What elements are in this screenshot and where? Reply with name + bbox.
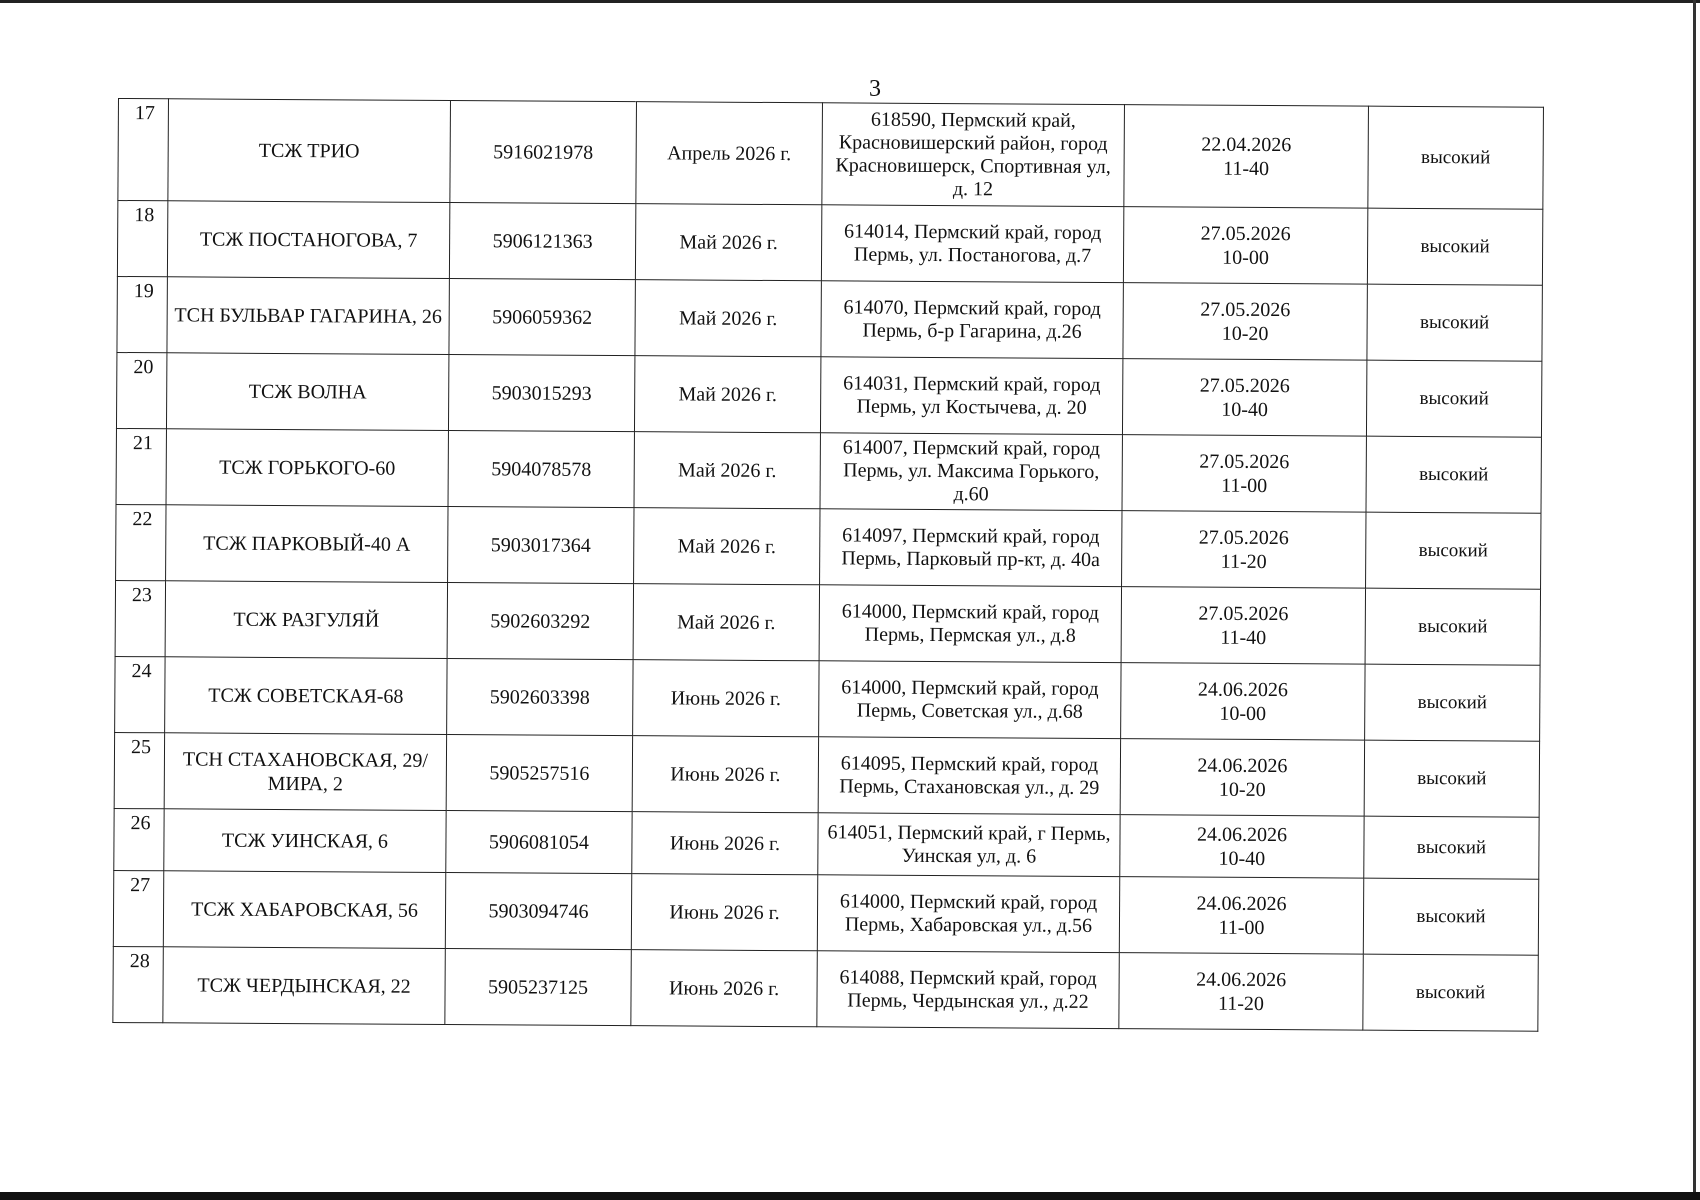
inspection-date: 27.05.2026 — [1198, 526, 1289, 549]
row-number: 21 — [116, 428, 166, 504]
risk-level: высокий — [1367, 208, 1542, 285]
row-number: 26 — [114, 808, 164, 870]
organization-address: 614095, Пермский край, город Пермь, Стахановская ул., д. 29 — [818, 737, 1120, 815]
row-number: 27 — [113, 870, 163, 946]
table-row — [116, 504, 1541, 589]
row-number: 20 — [116, 352, 166, 428]
table-row — [115, 656, 1540, 741]
inspection-time: 10-40 — [1218, 847, 1266, 870]
row-number: 25 — [114, 732, 164, 808]
row-number: 24 — [115, 656, 165, 732]
scan-edge-right — [1693, 0, 1696, 1200]
table-row — [113, 946, 1538, 1031]
inspection-datetime — [1124, 105, 1369, 208]
organization-name: ТСЖ ЧЕРДЫНСКАЯ, 22 — [163, 947, 445, 1025]
inn-value: 5902603292 — [447, 583, 633, 660]
organization-address: 614000, Пермский край, город Пермь, Хабаровская ул., д.56 — [817, 875, 1119, 953]
page-number: 3 — [869, 76, 881, 102]
inspection-time: 11-20 — [1217, 992, 1265, 1015]
inspection-time: 11-40 — [1220, 626, 1267, 649]
inspection-time: 11-40 — [1223, 157, 1270, 180]
inspection-datetime — [1121, 663, 1365, 740]
table-row — [116, 428, 1541, 513]
inspection-datetime — [1122, 359, 1366, 436]
inspection-datetime — [1119, 877, 1363, 954]
inspection-date: 27.05.2026 — [1200, 298, 1291, 321]
inspection-month: Июнь 2026 г. — [631, 950, 817, 1027]
inspection-datetime — [1123, 283, 1367, 360]
risk-level: высокий — [1365, 664, 1540, 741]
inspection-schedule-table — [112, 98, 1544, 1032]
organization-name: ТСЖ ПАРКОВЫЙ-40 А — [166, 505, 448, 583]
table-row — [113, 870, 1538, 955]
organization-name: ТСН БУЛЬВАР ГАГАРИНА, 26 — [167, 277, 449, 355]
inspection-date: 27.05.2026 — [1198, 602, 1289, 625]
table-row — [117, 201, 1542, 286]
risk-level: высокий — [1363, 954, 1538, 1031]
risk-level: высокий — [1365, 588, 1540, 665]
table-row — [116, 352, 1541, 437]
inspection-month: Июнь 2026 г. — [631, 874, 817, 951]
inspection-month: Май 2026 г. — [634, 432, 820, 509]
inspection-date: 27.05.2026 — [1199, 374, 1290, 397]
inn-value: 5903015293 — [448, 355, 634, 432]
inspection-month: Май 2026 г. — [634, 356, 820, 433]
inn-value: 5905237125 — [445, 949, 631, 1026]
row-number: 19 — [117, 276, 167, 352]
scan-edge-bottom — [0, 1192, 1700, 1200]
inspection-date: 24.06.2026 — [1197, 754, 1288, 777]
inspection-month: Май 2026 г. — [635, 280, 821, 357]
risk-level: высокий — [1364, 816, 1539, 879]
organization-name: ТСЖ ВОЛНА — [166, 353, 448, 431]
inn-value: 5904078578 — [448, 431, 634, 508]
inspection-month: Май 2026 г. — [635, 204, 821, 281]
inspection-datetime — [1123, 207, 1367, 284]
organization-address: 614000, Пермский край, город Пермь, Советская ул., д.68 — [819, 661, 1121, 739]
organization-address: 614070, Пермский край, город Пермь, б-р Гагарина, д.26 — [821, 281, 1123, 359]
row-number: 23 — [115, 580, 165, 656]
risk-level: высокий — [1363, 878, 1538, 955]
row-number: 17 — [118, 99, 169, 201]
inn-value: 5906081054 — [446, 811, 632, 874]
inn-value: 5916021978 — [450, 101, 637, 204]
risk-level: высокий — [1366, 436, 1541, 513]
inn-value: 5902603398 — [447, 659, 633, 736]
organization-address: 614088, Пермский край, город Пермь, Чердынская ул., д.22 — [817, 951, 1119, 1029]
inn-value: 5905257516 — [446, 735, 632, 812]
organization-address: 614007, Пермский край, город Пермь, ул. Максима Горького, д.60 — [820, 433, 1122, 511]
organization-name: ТСЖ ГОРЬКОГО-60 — [166, 429, 448, 507]
inspection-date: 24.06.2026 — [1196, 823, 1288, 846]
organization-name: ТСН СТАХАНОВСКАЯ, 29/МИРА, 2 — [164, 733, 446, 811]
organization-name: ТСЖ РАЗГУЛЯЙ — [165, 581, 447, 659]
inspection-month: Июнь 2026 г. — [632, 812, 818, 875]
risk-level: высокий — [1368, 106, 1544, 209]
inspection-month: Май 2026 г. — [633, 584, 819, 661]
inspection-datetime — [1119, 953, 1363, 1030]
table-row — [115, 580, 1540, 665]
inspection-date: 27.05.2026 — [1199, 450, 1290, 473]
inspection-datetime — [1122, 511, 1366, 588]
table-row — [114, 808, 1539, 879]
inn-value: 5906059362 — [449, 279, 635, 356]
inspection-month: Май 2026 г. — [634, 508, 820, 585]
inspection-month: Июнь 2026 г. — [633, 660, 819, 737]
risk-level: высокий — [1364, 740, 1539, 817]
organization-address: 614097, Пермский край, город Пермь, Парковый пр-кт, д. 40а — [820, 509, 1122, 587]
inspection-time: 11-00 — [1221, 474, 1268, 497]
inn-value: 5903017364 — [448, 507, 634, 584]
table-row — [114, 732, 1539, 817]
row-number: 28 — [113, 946, 163, 1022]
inspection-date: 24.06.2026 — [1197, 678, 1288, 701]
organization-address: 618590, Пермский край, Красновишерский район, город Красновишерск, Спортивная ул, д. 12 — [822, 103, 1125, 207]
inspection-time: 10-40 — [1221, 398, 1269, 421]
table-row — [117, 276, 1542, 361]
inspection-time: 11-00 — [1218, 916, 1265, 939]
inspection-datetime — [1120, 815, 1364, 878]
inspection-month: Июнь 2026 г. — [632, 736, 818, 813]
organization-address: 614051, Пермский край, г Пермь, Уинская ул, д. 6 — [818, 813, 1120, 877]
risk-level: высокий — [1366, 360, 1541, 437]
organization-name: ТСЖ СОВЕТСКАЯ-68 — [165, 657, 447, 735]
risk-level: высокий — [1366, 512, 1541, 589]
organization-address: 614000, Пермский край, город Пермь, Пермская ул., д.8 — [819, 585, 1121, 663]
scan-edge-top — [0, 0, 1700, 3]
organization-address: 614014, Пермский край, город Пермь, ул. Постаногова, д.7 — [821, 205, 1123, 283]
table-row — [118, 99, 1544, 210]
inspection-datetime — [1122, 435, 1366, 512]
inspection-datetime — [1121, 587, 1365, 664]
organization-address: 614031, Пермский край, город Пермь, ул Костычева, д. 20 — [820, 357, 1122, 435]
inspection-time: 11-20 — [1220, 550, 1267, 573]
organization-name: ТСЖ ТРИО — [168, 99, 451, 203]
inspection-date: 24.06.2026 — [1196, 968, 1287, 991]
inspection-date: 22.04.2026 — [1201, 133, 1292, 156]
risk-level: высокий — [1367, 284, 1542, 361]
organization-name: ТСЖ ХАБАРОВСКАЯ, 56 — [163, 871, 445, 949]
inspection-date: 24.06.2026 — [1196, 892, 1287, 915]
inspection-datetime — [1120, 739, 1364, 816]
inspection-time: 10-00 — [1219, 702, 1267, 725]
inspection-month: Апрель 2026 г. — [636, 102, 823, 205]
inn-value: 5903094746 — [445, 873, 631, 950]
inspection-time: 10-20 — [1221, 322, 1269, 345]
row-number: 22 — [116, 504, 166, 580]
row-number: 18 — [117, 201, 167, 277]
inspection-time: 10-00 — [1222, 246, 1269, 269]
organization-name: ТСЖ УИНСКАЯ, 6 — [164, 809, 446, 873]
inspection-date: 27.05.2026 — [1200, 222, 1291, 245]
inn-value: 5906121363 — [449, 203, 635, 280]
organization-name: ТСЖ ПОСТАНОГОВА, 7 — [167, 201, 449, 279]
inspection-time: 10-20 — [1218, 778, 1266, 801]
